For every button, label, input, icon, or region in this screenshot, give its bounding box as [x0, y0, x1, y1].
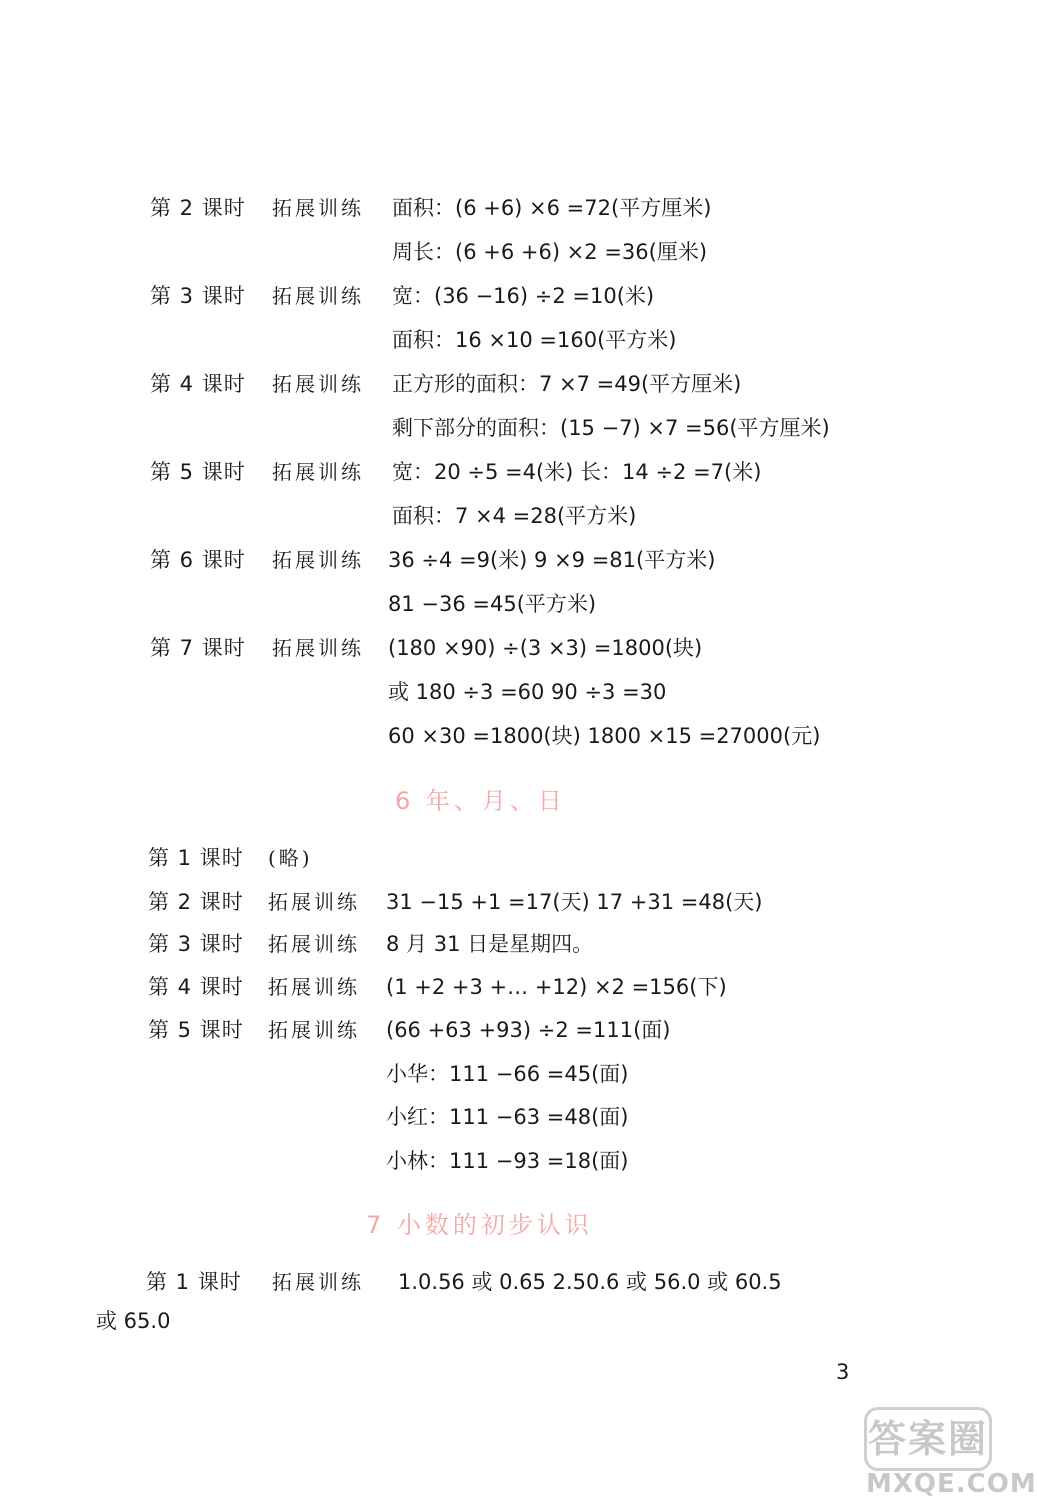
answer-text: 或 180 ÷3 =60 90 ÷3 =30 [388, 680, 667, 704]
training-tag: 拓展训练 [272, 460, 364, 484]
row [0, 929, 1000, 959]
training-tag: 拓展训练 [272, 548, 364, 572]
answer-text: 宽：(36 −16) ÷2 =10(米) [392, 284, 655, 308]
training-tag: 拓展训练 [268, 975, 360, 999]
watermark-badge: 答案圈 [864, 1407, 992, 1471]
answer-text: 面积：16 ×10 =160(平方米) [392, 328, 677, 352]
lesson-label: 第 3 课时 [150, 284, 246, 308]
training-tag: 拓展训练 [272, 284, 364, 308]
answer-text: 宽：20 ÷5 =4(米) 长：14 ÷2 =7(米) [392, 460, 762, 484]
lesson-label: 第 1 课时 [148, 846, 244, 870]
training-tag: 拓展训练 [268, 890, 360, 914]
row [0, 413, 1000, 443]
answer-text: 小华：111 −66 =45(面) [386, 1062, 629, 1086]
lesson-label: 第 7 课时 [150, 636, 246, 660]
training-tag: 拓展训练 [268, 1018, 360, 1042]
row [0, 1306, 1000, 1336]
row [0, 281, 1000, 311]
answer-text: 面积：(6 +6) ×6 =72(平方厘米) [392, 196, 712, 220]
row [0, 633, 1000, 663]
page-number: 3 [836, 1360, 850, 1384]
answer-text: 36 ÷4 =9(米) 9 ×9 =81(平方米) [388, 548, 716, 572]
lesson-label: 第 4 课时 [150, 372, 246, 396]
answer-text: 小林：111 −93 =18(面) [386, 1149, 629, 1173]
answer-text: (1 +2 +3 +… +12) ×2 =156(下) [386, 975, 727, 999]
section-title: 7 小数的初步认识 [366, 1211, 593, 1239]
lesson-label: 第 5 课时 [150, 460, 246, 484]
row [0, 843, 1000, 873]
training-tag: 拓展训练 [272, 196, 364, 220]
training-tag: 拓展训练 [272, 372, 364, 396]
lesson-label: 第 1 课时 [146, 1270, 242, 1294]
answer-text: 周长：(6 +6 +6) ×2 =36(厘米) [392, 240, 708, 264]
row [0, 1146, 1000, 1176]
lesson-label: 第 2 课时 [150, 196, 246, 220]
row [0, 545, 1000, 575]
answer-text: 面积：7 ×4 =28(平方米) [392, 504, 637, 528]
watermark-site: MXQE.COM [866, 1469, 1037, 1499]
answer-text: 8 月 31 日是星期四。 [386, 932, 594, 956]
row [0, 589, 1000, 619]
answer-text: 剩下部分的面积：(15 −7) ×7 =56(平方厘米) [392, 416, 830, 440]
row [0, 501, 1000, 531]
answer-text: 1.0.56 或 0.65 2.50.6 或 56.0 或 60.5 [398, 1270, 782, 1294]
row [0, 369, 1000, 399]
training-tag: 拓展训练 [272, 1270, 364, 1294]
answer-text: 60 ×30 =1800(块) 1800 ×15 =27000(元) [388, 724, 821, 748]
training-tag: 拓展训练 [268, 932, 360, 956]
row [0, 677, 1000, 707]
training-tag: 拓展训练 [272, 636, 364, 660]
lesson-label: 第 2 课时 [148, 890, 244, 914]
row [0, 237, 1000, 267]
answer-text: 31 −15 +1 =17(天) 17 +31 =48(天) [386, 890, 763, 914]
watermark-logo [864, 1407, 1037, 1502]
answer-text: (180 ×90) ÷(3 ×3) =1800(块) [388, 636, 703, 660]
row [0, 721, 1000, 751]
row [0, 1267, 1000, 1297]
answer-text: 小红：111 −63 =48(面) [386, 1105, 629, 1129]
row [0, 972, 1000, 1002]
answer-text: 正方形的面积：7 ×7 =49(平方厘米) [392, 372, 742, 396]
answer-text: 81 −36 =45(平方米) [388, 592, 597, 616]
lesson-label: 第 6 课时 [150, 548, 246, 572]
row [0, 887, 1000, 917]
answer-continuation: 或 65.0 [96, 1309, 171, 1333]
answer-text: (66 +63 +93) ÷2 =111(面) [386, 1018, 671, 1042]
section-title: 6 年、月、日 [395, 787, 566, 815]
row [0, 1015, 1000, 1045]
lesson-label: 第 3 课时 [148, 932, 244, 956]
lesson-label: 第 5 课时 [148, 1018, 244, 1042]
row [0, 1059, 1000, 1089]
lesson-label: 第 4 课时 [148, 975, 244, 999]
row [0, 325, 1000, 355]
row [0, 1102, 1000, 1132]
training-tag: (略) [268, 846, 313, 870]
row [0, 193, 1000, 223]
row [0, 457, 1000, 487]
